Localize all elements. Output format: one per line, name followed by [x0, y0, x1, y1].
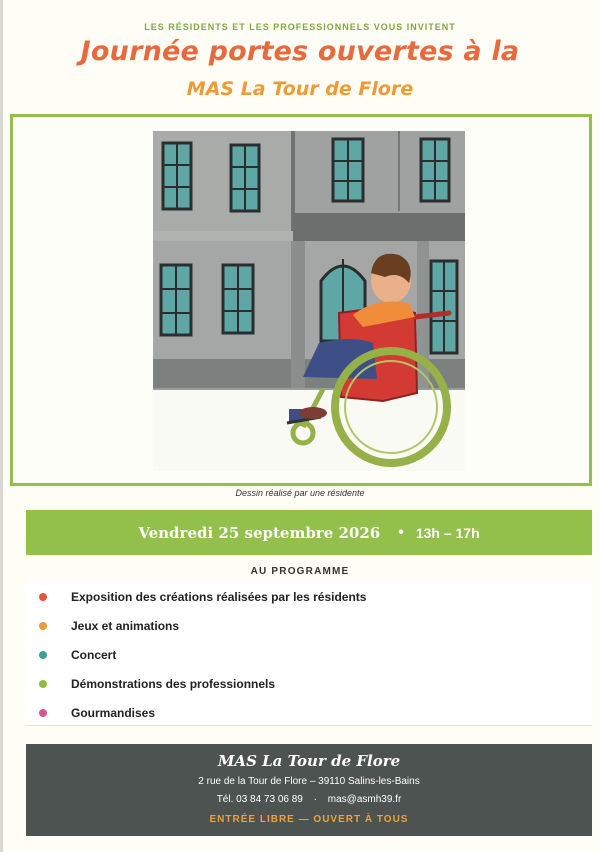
date-separator: • [398, 523, 404, 541]
footer-email: mas@asmh39.fr [327, 794, 402, 805]
program-item-label: Gourmandises [71, 706, 156, 720]
scan-edge [0, 0, 3, 852]
program-item-demonstrations [26, 674, 592, 694]
orange-bullet-icon [39, 622, 47, 630]
program-item-label: Démonstrations des professionnels [71, 677, 276, 691]
program-item-label: Jeux et animations [71, 619, 180, 633]
invitation-tagline: LES RÉSIDENTS ET LES PROFESSIONNELS VOUS INVITENT [144, 22, 456, 32]
pink-bullet-icon [39, 709, 47, 717]
footer-phone: Tél. 03 84 73 06 89 [216, 794, 303, 805]
illustration-frame [10, 114, 592, 486]
program-item-treats [26, 703, 592, 723]
event-date-band [26, 510, 592, 555]
teal-bullet-icon [39, 651, 47, 659]
poster-title: Journée portes ouvertes à la [80, 36, 520, 67]
program-heading: AU PROGRAMME [250, 566, 350, 577]
footer-venue-name: MAS La Tour de Flore [217, 752, 401, 770]
footer-free-entry: ENTRÉE LIBRE — OUVERT À TOUS [209, 814, 409, 825]
program-item-concert [26, 645, 592, 665]
program-item-games [26, 616, 592, 636]
event-date: Vendredi 25 septembre 2026 [138, 523, 381, 542]
program-item-exhibition [26, 587, 592, 607]
program-item-label: Concert [71, 648, 117, 662]
green-bullet-icon [39, 680, 47, 688]
event-hours: 13h – 17h [415, 524, 480, 541]
red-bullet-icon [39, 593, 47, 601]
illustration-caption: Dessin réalisé par une résidente [235, 488, 365, 498]
contact-separator: · [313, 794, 317, 805]
contact-footer [26, 744, 592, 836]
program-list [26, 580, 592, 726]
footer-address: 2 rue de la Tour de Flore – 39110 Salins-les-Bains [198, 776, 420, 787]
program-item-label: Exposition des créations réalisées par les résidents [71, 590, 367, 604]
poster-subtitle: MAS La Tour de Flore [186, 78, 414, 100]
resident-drawing [153, 131, 465, 471]
footer-contact [26, 794, 592, 805]
